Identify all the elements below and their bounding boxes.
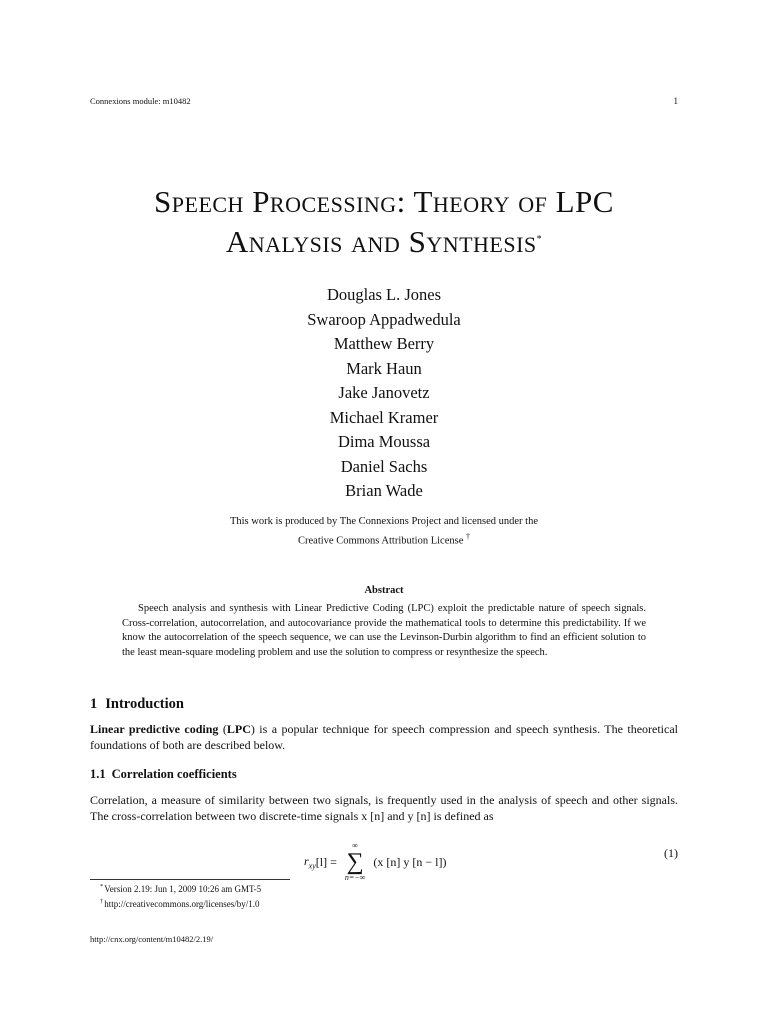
subsection-title: Correlation coefficients <box>111 767 237 781</box>
author-name: Mark Haun <box>346 358 422 378</box>
subsection-heading-correlation <box>90 767 237 782</box>
author-name: Dima Moussa <box>337 432 431 451</box>
equation-symbol: r <box>304 853 309 868</box>
author-name: Michael Kramer <box>329 407 439 427</box>
running-header-module: Connexions module: m10482 <box>90 96 191 106</box>
summation <box>344 841 366 882</box>
footnote-license-url[interactable] <box>100 896 261 911</box>
author-name: Jake Janovetz <box>338 383 430 402</box>
equation-lhs-arg: [l] = <box>315 854 337 869</box>
paragraph-text: ) is a popular technique for speech compression and speech synthesis. The theoretical foundations of both are described below. <box>90 722 679 752</box>
equation-body <box>304 841 447 882</box>
footnote-text: Version 2.19: Jun 1, 2009 10:26 am GMT-5 <box>104 884 262 894</box>
equation-subscript: xy <box>308 861 316 871</box>
license-statement <box>134 514 634 549</box>
title-footnote-mark: * <box>536 234 543 245</box>
title-line-2: Analysis and Synthesis <box>225 224 537 259</box>
section-number: 1 <box>90 696 98 712</box>
abstract-heading: Abstract <box>364 585 404 596</box>
equation-rhs: (x [n] y [n − l]) <box>373 854 447 869</box>
author-name: Douglas L. Jones <box>326 285 442 304</box>
footnote-version <box>100 881 261 896</box>
term-linear-predictive-coding: Linear predictive coding <box>90 722 219 736</box>
subsection-number: 1.1 <box>90 767 106 781</box>
correlation-paragraph: Correlation, a measure of similarity between two signals, is frequently used in the analysis of speech and other signals. The cross-correlation between two discrete-time signals x [n] and y [n] is defined as <box>90 793 678 823</box>
section-heading-introduction <box>90 696 184 713</box>
equation-lhs <box>304 854 316 870</box>
license-line-1: This work is produced by The Connexions Project and licensed under the <box>229 516 539 527</box>
author-name: Swaroop Appadwedula <box>307 309 461 329</box>
footnote-mark: * <box>100 883 104 890</box>
footnote-link[interactable]: http://creativecommons.org/licenses/by/1.0 <box>104 898 260 909</box>
footnote-divider <box>90 879 290 880</box>
author-name: Brian Wade <box>345 481 423 500</box>
equation-number: (1) <box>664 846 678 860</box>
paragraph-text: ( <box>218 722 227 736</box>
abstract-body: Speech analysis and synthesis with Linear Predictive Coding (LPC) exploit the predictable nature of speech signals. Cross-correlation, autocorrelation, and autocovariance provide the mathematical tools to determine this predictability. If we know the autocorrelation of the speech sequence, we can use the Levinson-Durbin algorithm to find an efficient solution to the least mean-square modeling problem and use the solution to compress or resynthesize the speech. <box>122 603 646 658</box>
license-footnote-mark: † <box>465 532 470 541</box>
equation-1 <box>0 830 768 882</box>
summation-sign: ∑ <box>346 849 364 875</box>
introduction-paragraph <box>90 721 678 753</box>
footnotes <box>100 881 261 910</box>
footer-url-link[interactable]: http://cnx.org/content/m10482/2.19/ <box>90 934 214 944</box>
license-line-2: Creative Commons Attribution License <box>298 535 464 547</box>
summation-upper-limit: ∞ <box>352 841 358 850</box>
term-lpc: LPC <box>226 722 251 736</box>
author-name: Daniel Sachs <box>340 456 428 476</box>
page-number: 1 <box>673 96 678 106</box>
summation-lower-limit: n=−∞ <box>344 873 366 882</box>
footnote-mark: † <box>100 897 104 905</box>
paper-title <box>60 182 708 262</box>
author-name: Matthew Berry <box>333 334 435 353</box>
section-title: Introduction <box>105 696 184 712</box>
title-line-1: Speech Processing: Theory of LPC <box>154 184 614 219</box>
author-list <box>184 283 584 504</box>
